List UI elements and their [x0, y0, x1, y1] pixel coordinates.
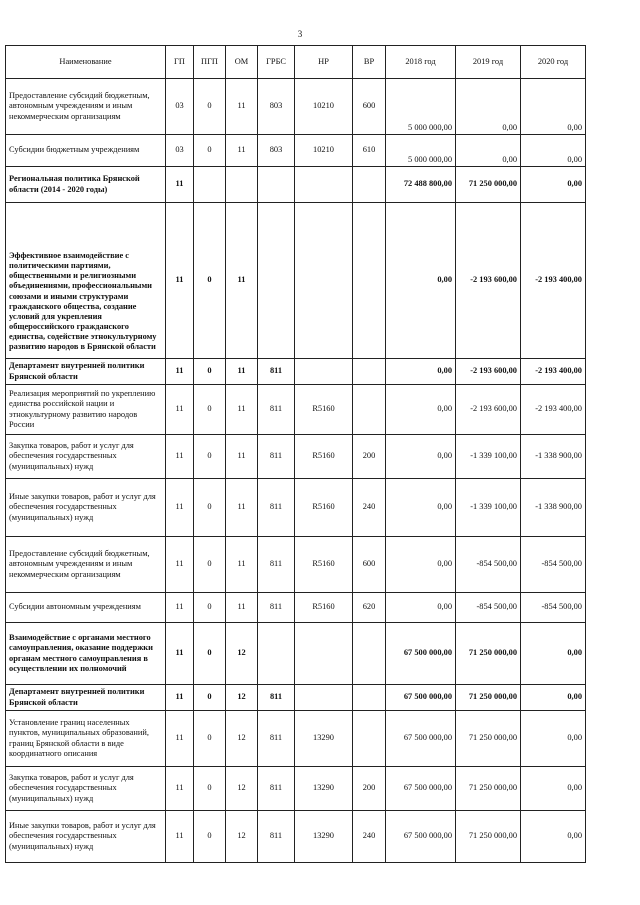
row-name: Предоставление субсидий бюджетным, автономным учреждениям и иным некоммерческим организациям	[6, 537, 166, 593]
row-2019: -1 339 100,00	[456, 479, 521, 537]
table-row	[6, 811, 586, 863]
row-gp: 11	[166, 167, 194, 203]
row-name: Департамент внутренней политики Брянской области	[6, 685, 166, 711]
row-2019: 71 250 000,00	[456, 767, 521, 811]
row-pgp: 0	[194, 685, 226, 711]
row-gp: 11	[166, 203, 194, 359]
col-header-2018: 2018 год	[386, 46, 456, 79]
row-name: Установление границ населенных пунктов, муниципальных образований, границ Брянской области в виде координатного описания	[6, 711, 166, 767]
row-name: Субсидии бюджетным учреждениям	[6, 135, 166, 167]
row-np: R5160	[295, 593, 353, 623]
row-om: 11	[226, 79, 258, 135]
table-row	[6, 203, 586, 359]
row-name: Реализация мероприятий по укреплению единства российской нации и этнокультурному развитию народов России	[6, 385, 166, 435]
row-2019: -2 193 600,00	[456, 359, 521, 385]
row-name: Региональная политика Брянской области (2014 - 2020 годы)	[6, 167, 166, 203]
row-2020: 0,00	[521, 711, 586, 767]
row-grbs: 811	[258, 479, 295, 537]
row-2018: 67 500 000,00	[386, 623, 456, 685]
row-gp: 11	[166, 479, 194, 537]
row-np	[295, 359, 353, 385]
row-grbs: 811	[258, 359, 295, 385]
row-2019: -854 500,00	[456, 593, 521, 623]
row-2018: 0,00	[386, 479, 456, 537]
row-vr: 600	[353, 79, 386, 135]
row-2019: 0,00	[456, 79, 521, 135]
row-grbs: 811	[258, 767, 295, 811]
row-np	[295, 203, 353, 359]
row-2018: 67 500 000,00	[386, 811, 456, 863]
page-number: 3	[297, 29, 303, 39]
row-2019: -1 339 100,00	[456, 435, 521, 479]
row-vr	[353, 685, 386, 711]
col-header-om: ОМ	[226, 46, 258, 79]
row-vr	[353, 359, 386, 385]
row-name: Закупка товаров, работ и услуг для обеспечения государственных (муниципальных) нужд	[6, 435, 166, 479]
table-row	[6, 767, 586, 811]
row-pgp: 0	[194, 593, 226, 623]
row-pgp: 0	[194, 79, 226, 135]
row-name: Взаимодействие с органами местного самоуправления, оказание поддержки органам местного самоуправления в осуществлении их полномочий	[6, 623, 166, 685]
row-gp: 11	[166, 623, 194, 685]
row-grbs: 803	[258, 135, 295, 167]
row-name: Эффективное взаимодействие с политическими партиями, общественными и религиозными объединениями, профессиональными союзами и иными структурами гражданского общества, создание условий для укрепления общероссийского гражданского единства, содействие этнокультурному развитию народов в Брянской области	[6, 203, 166, 359]
row-pgp: 0	[194, 537, 226, 593]
row-vr: 200	[353, 435, 386, 479]
row-vr: 240	[353, 811, 386, 863]
row-2018: 0,00	[386, 385, 456, 435]
row-np: 10210	[295, 79, 353, 135]
row-name: Иные закупки товаров, работ и услуг для обеспечения государственных (муниципальных) нужд	[6, 811, 166, 863]
row-grbs: 803	[258, 79, 295, 135]
row-2019: -854 500,00	[456, 537, 521, 593]
row-vr	[353, 385, 386, 435]
row-vr: 620	[353, 593, 386, 623]
row-np: R5160	[295, 385, 353, 435]
col-header-np: НР	[295, 46, 353, 79]
row-2019: 71 250 000,00	[456, 811, 521, 863]
row-np	[295, 623, 353, 685]
row-2020: 0,00	[521, 167, 586, 203]
row-2019: 0,00	[456, 135, 521, 167]
table-row	[6, 479, 586, 537]
row-pgp: 0	[194, 203, 226, 359]
row-gp: 11	[166, 685, 194, 711]
row-name: Закупка товаров, работ и услуг для обеспечения государственных (муниципальных) нужд	[6, 767, 166, 811]
row-2020: -2 193 400,00	[521, 385, 586, 435]
row-np: R5160	[295, 479, 353, 537]
table-row	[6, 167, 586, 203]
row-2019: 71 250 000,00	[456, 711, 521, 767]
row-om: 12	[226, 685, 258, 711]
row-np	[295, 685, 353, 711]
row-np: 13290	[295, 811, 353, 863]
row-np: 13290	[295, 767, 353, 811]
row-2020: -854 500,00	[521, 537, 586, 593]
row-om: 11	[226, 385, 258, 435]
col-header-grbs: ГРБС	[258, 46, 295, 79]
col-header-2020: 2020 год	[521, 46, 586, 79]
row-name: Департамент внутренней политики Брянской области	[6, 359, 166, 385]
row-2018: 0,00	[386, 435, 456, 479]
row-np: 13290	[295, 711, 353, 767]
row-2019: 71 250 000,00	[456, 167, 521, 203]
col-header-gp: ГП	[166, 46, 194, 79]
row-pgp	[194, 167, 226, 203]
row-2018: 0,00	[386, 593, 456, 623]
row-pgp: 0	[194, 479, 226, 537]
row-grbs	[258, 167, 295, 203]
table-row	[6, 135, 586, 167]
row-grbs: 811	[258, 711, 295, 767]
row-grbs: 811	[258, 385, 295, 435]
row-2020: -1 338 900,00	[521, 479, 586, 537]
col-header-name: Наименование	[6, 46, 166, 79]
row-2020: 0,00	[521, 623, 586, 685]
row-pgp: 0	[194, 435, 226, 479]
row-2019: -2 193 600,00	[456, 203, 521, 359]
row-2018: 5 000 000,00	[386, 79, 456, 135]
row-vr: 240	[353, 479, 386, 537]
row-vr: 610	[353, 135, 386, 167]
row-2020: 0,00	[521, 685, 586, 711]
row-2020: -1 338 900,00	[521, 435, 586, 479]
table-row	[6, 79, 586, 135]
row-2020: 0,00	[521, 135, 586, 167]
row-2018: 0,00	[386, 537, 456, 593]
row-vr	[353, 711, 386, 767]
row-2018: 5 000 000,00	[386, 135, 456, 167]
row-gp: 11	[166, 711, 194, 767]
row-om: 11	[226, 435, 258, 479]
row-2020: 0,00	[521, 79, 586, 135]
row-2020: 0,00	[521, 767, 586, 811]
row-2020: -2 193 400,00	[521, 203, 586, 359]
header-row	[6, 46, 586, 79]
table-row	[6, 435, 586, 479]
row-2020: -854 500,00	[521, 593, 586, 623]
row-2020: -2 193 400,00	[521, 359, 586, 385]
row-2019: -2 193 600,00	[456, 385, 521, 435]
row-grbs: 811	[258, 811, 295, 863]
row-grbs	[258, 203, 295, 359]
row-om: 11	[226, 479, 258, 537]
row-np: R5160	[295, 537, 353, 593]
row-pgp: 0	[194, 711, 226, 767]
row-grbs: 811	[258, 593, 295, 623]
row-pgp: 0	[194, 767, 226, 811]
row-2018: 67 500 000,00	[386, 685, 456, 711]
row-name: Предоставление субсидий бюджетным, автономным учреждениям и иным некоммерческим организациям	[6, 79, 166, 135]
table-row	[6, 537, 586, 593]
budget-table	[5, 45, 586, 863]
row-vr	[353, 623, 386, 685]
table-row	[6, 623, 586, 685]
row-gp: 11	[166, 537, 194, 593]
row-2020: 0,00	[521, 811, 586, 863]
row-2018: 72 488 800,00	[386, 167, 456, 203]
table-row	[6, 385, 586, 435]
row-vr	[353, 203, 386, 359]
row-om: 12	[226, 767, 258, 811]
row-pgp: 0	[194, 811, 226, 863]
row-gp: 11	[166, 593, 194, 623]
row-pgp: 0	[194, 623, 226, 685]
row-om: 11	[226, 135, 258, 167]
row-gp: 11	[166, 385, 194, 435]
row-2018: 67 500 000,00	[386, 711, 456, 767]
col-header-2019: 2019 год	[456, 46, 521, 79]
row-om: 11	[226, 203, 258, 359]
row-grbs: 811	[258, 435, 295, 479]
row-pgp: 0	[194, 359, 226, 385]
row-om: 11	[226, 593, 258, 623]
row-pgp: 0	[194, 135, 226, 167]
row-grbs: 811	[258, 537, 295, 593]
row-gp: 11	[166, 435, 194, 479]
row-om: 12	[226, 811, 258, 863]
table-row	[6, 359, 586, 385]
row-2018: 0,00	[386, 359, 456, 385]
col-header-vr: ВР	[353, 46, 386, 79]
row-grbs	[258, 623, 295, 685]
row-vr: 600	[353, 537, 386, 593]
row-2019: 71 250 000,00	[456, 623, 521, 685]
row-vr	[353, 167, 386, 203]
row-gp: 03	[166, 79, 194, 135]
row-np: 10210	[295, 135, 353, 167]
row-gp: 11	[166, 767, 194, 811]
row-np: R5160	[295, 435, 353, 479]
row-2018: 0,00	[386, 203, 456, 359]
row-om: 11	[226, 359, 258, 385]
row-om	[226, 167, 258, 203]
row-pgp: 0	[194, 385, 226, 435]
row-gp: 03	[166, 135, 194, 167]
row-gp: 11	[166, 359, 194, 385]
row-2019: 71 250 000,00	[456, 685, 521, 711]
table-row	[6, 685, 586, 711]
row-2018: 67 500 000,00	[386, 767, 456, 811]
row-name: Иные закупки товаров, работ и услуг для обеспечения государственных (муниципальных) нужд	[6, 479, 166, 537]
row-name: Субсидии автономным учреждениям	[6, 593, 166, 623]
table-row	[6, 711, 586, 767]
row-gp: 11	[166, 811, 194, 863]
table-row	[6, 593, 586, 623]
row-vr: 200	[353, 767, 386, 811]
col-header-pgp: ПГП	[194, 46, 226, 79]
row-np	[295, 167, 353, 203]
row-om: 11	[226, 537, 258, 593]
row-grbs: 811	[258, 685, 295, 711]
row-om: 12	[226, 623, 258, 685]
row-om: 12	[226, 711, 258, 767]
